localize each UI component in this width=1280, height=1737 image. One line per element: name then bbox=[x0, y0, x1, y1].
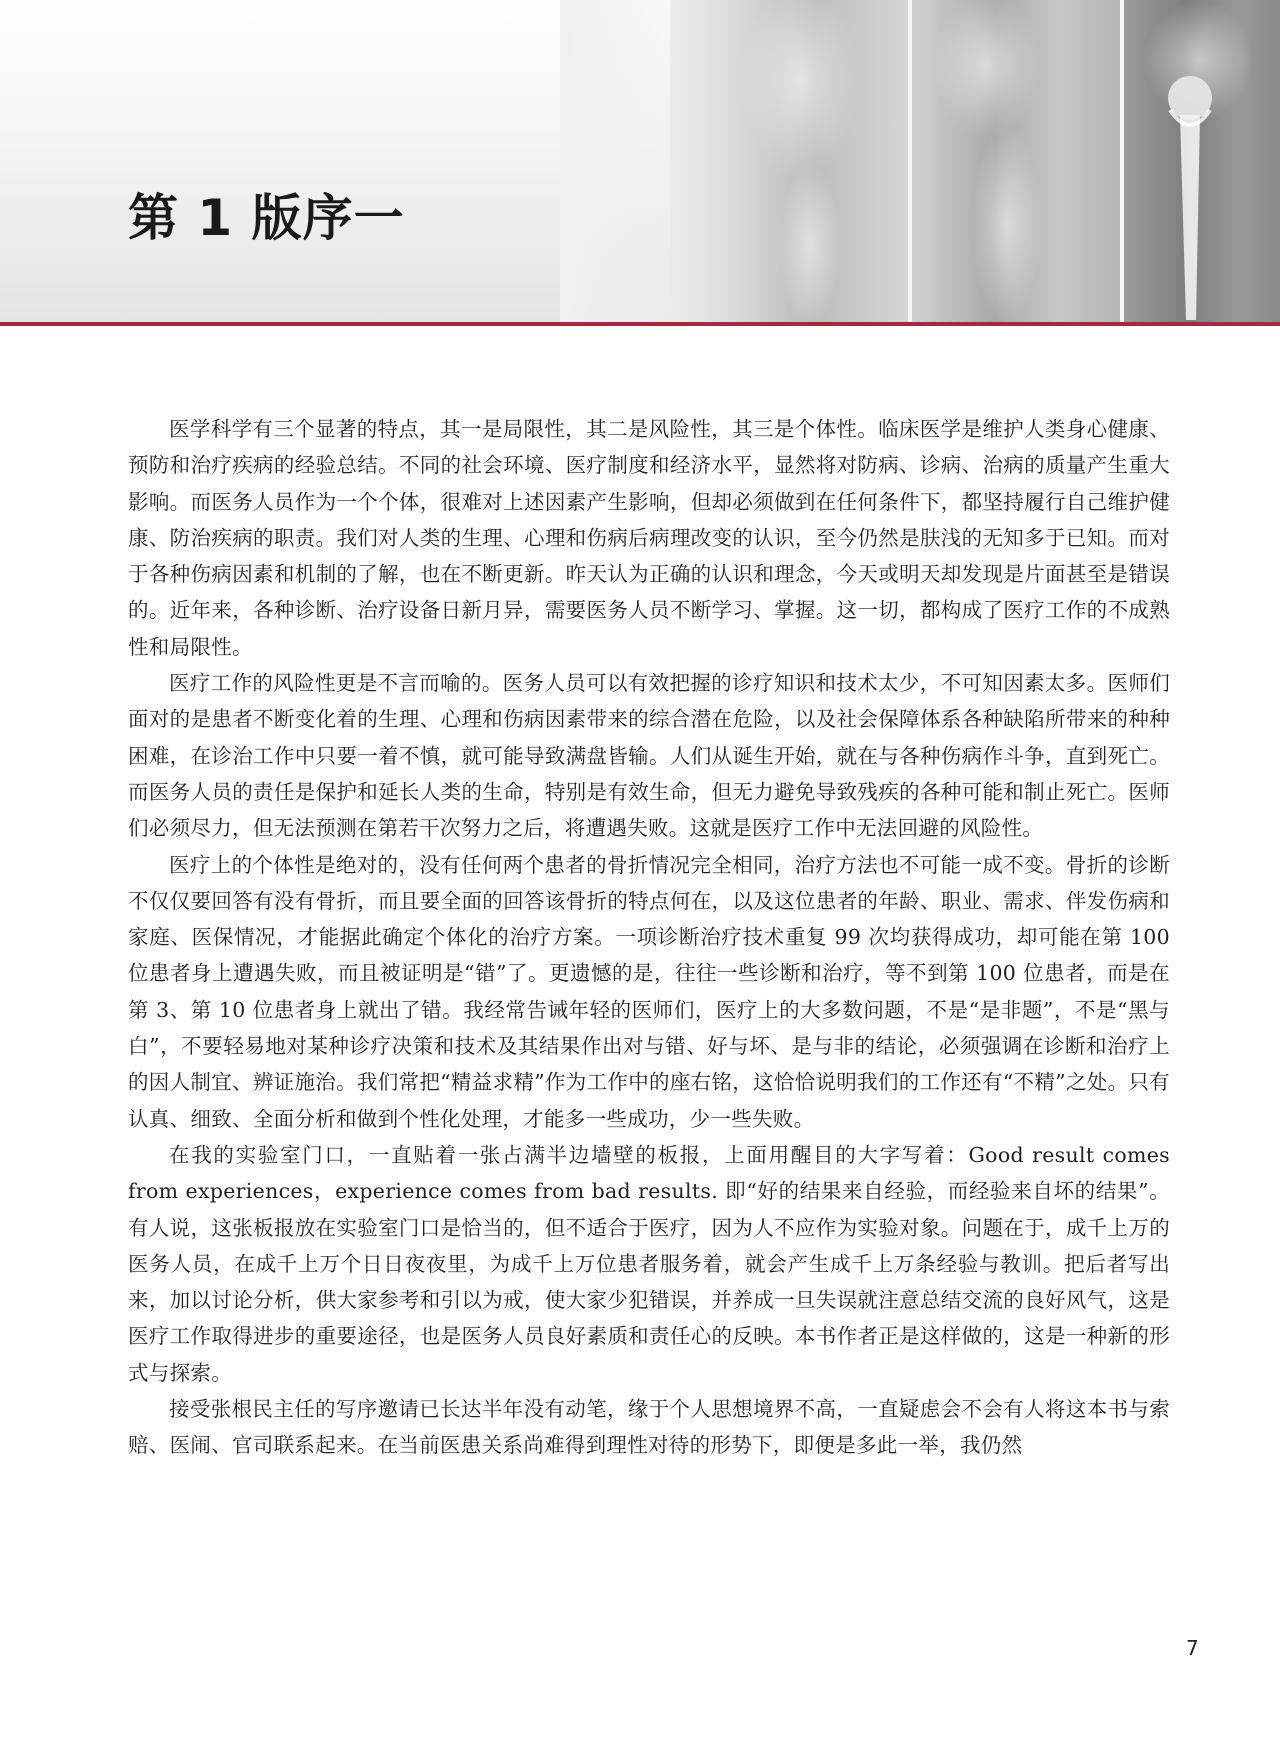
paragraph: 医疗工作的风险性更是不言而喻的。医务人员可以有效把握的诊疗知识和技术太少，不可知因素太多。医师们面对的是患者不断变化着的生理、心理和伤病因素带来的综合潜在危险，以及社会保障体系各种缺陷所带来的种种困难，在诊治工作中只要一着不慎，就可能导致满盘皆输。人们从诞生开始，就在与各种伤病作斗争，直到死亡。而医务人员的责任是保护和延长人类的生命，特别是有效生命，但无力避免导致残疾的各种可能和制止死亡。医师们必须尽力，但无法预测在第若干次努力之后，将遭遇失败。这就是医疗工作中无法回避的风险性。 bbox=[128, 671, 1170, 841]
page-title: 第 1 版序一 bbox=[128, 189, 405, 247]
paragraph: 医学科学有三个显著的特点，其一是局限性，其二是风险性，其三是个体性。临床医学是维护人类身心健康、预防和治疗疾病的经验总结。不同的社会环境、医疗制度和经济水平，显然将对防病、诊病、治病的质量产生重大影响。而医务人员作为一个个体，很难对上述因素产生影响，但却必须做到在任何条件下，都坚持履行自己维护健康、防治疾病的职责。我们对人类的生理、心理和伤病后病理改变的认识，至今仍然是肤浅的无知多于已知。而对于各种伤病因素和机制的了解，也在不断更新。昨天认为正确的认识和理念，今天或明天却发现是片面甚至是错误的。近年来，各种诊断、治疗设备日新月异，需要医务人员不断学习、掌握。这一切，都构成了医疗工作的不成熟性和局限性。 bbox=[128, 417, 1170, 659]
xray-image-2 bbox=[912, 0, 1120, 322]
paragraph: 接受张根民主任的写序邀请已长达半年没有动笔，缘于个人思想境界不高，一直疑虑会不会有人将这本书与索赔、医闹、官司联系起来。在当前医患关系尚难得到理性对待的形势下，即便是多此一举，我仍然 bbox=[128, 1397, 1170, 1458]
paragraph: 医疗上的个体性是绝对的，没有任何两个患者的骨折情况完全相同，治疗方法也不可能一成不变。骨折的诊断不仅仅要回答有没有骨折，而且要全面的回答该骨折的特点何在，以及这位患者的年龄、职业、需求、伴发伤病和家庭、医保情况，才能据此确定个体化的治疗方案。一项诊断治疗技术重复 99 次均获得成功，却可能在第 100 位患者身上遭遇失败，而且被证明是“错”了。更遗憾的是，往往一些诊断和治疗，等不到第 100 位患者，而是在第 3、第 10 位患者身上就出了错。我经常告诫年轻的医师们，医疗上的大多数问题，不是“是非题”，不是“黑与白”，不要轻易地对某种诊疗决策和技术及其结果作出对与错、好与坏、是与非的结论，必须强调在诊断和治疗上的因人制宜、辨证施治。我们常把“精益求精”作为工作中的座右铭，这恰恰说明我们的工作还有“不精”之处。只有认真、细致、全面分析和做到个性化处理，才能多一些成功，少一些失败。 bbox=[128, 852, 1170, 1131]
bone-shadow bbox=[780, 160, 840, 322]
bone-shadow bbox=[932, 0, 1042, 140]
body-text bbox=[128, 411, 1170, 1464]
paragraph: 在我的实验室门口，一直贴着一张占满半边墙壁的板报，上面用醒目的大字写着：Good result comes from experiences，experience comes from bad results. 即“好的结果来自经验，而经验来自坏的结果”。有人说，这张板报放在实验室门口是恰当的，但不适合于医疗，因为人不应作为实验对象。问题在于，成千上万的医务人员，在成千上万个日日夜夜里，为成千上万位患者服务着，就会产生成千上万条经验与教训。把后者写出来，加以讨论分析，供大家参考和引以为戒，使大家少犯错误，并养成一旦失误就注意总结交流的良好风气，这是医疗工作取得进步的重要途径，也是医务人员良好素质和责任心的反映。本书作者正是这样做的，这是一种新的形式与探索。 bbox=[128, 1142, 1170, 1385]
bone-shadow bbox=[972, 120, 1042, 322]
title-divider bbox=[0, 322, 1280, 326]
page-number: 7 bbox=[1186, 1636, 1199, 1660]
header-fade bbox=[560, 0, 780, 322]
hip-implant-graphic bbox=[1160, 70, 1220, 320]
header-banner bbox=[0, 0, 1280, 322]
